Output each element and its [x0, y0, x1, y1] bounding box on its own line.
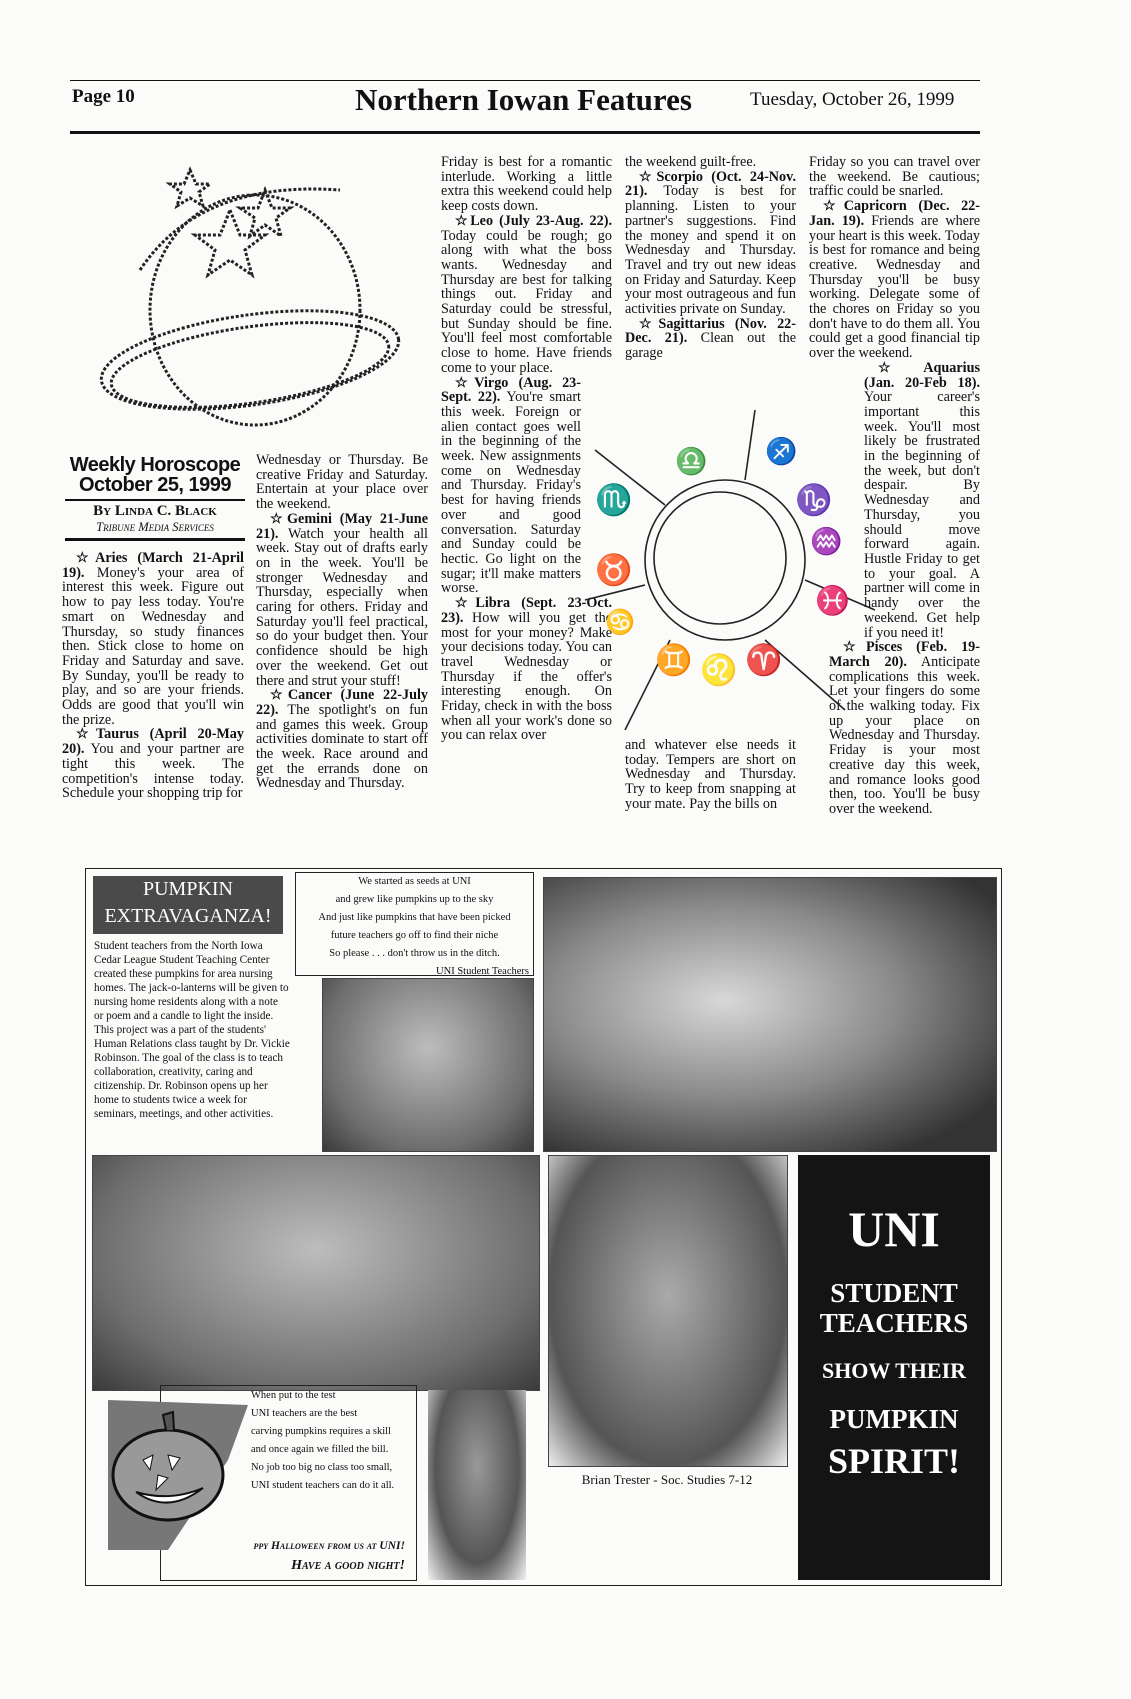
- sign-text: Wednesday or Thursday. Be creative Friday and Saturday. Entertain at your place over the weekend.: [256, 452, 428, 513]
- poem-line: future teachers go off to find their niche: [330, 930, 499, 941]
- poem-line: carving pumpkins requires a skill: [251, 1426, 391, 1437]
- svg-text:♈: ♈: [745, 644, 783, 677]
- sign-text: Money's your area of interest this week. Figure out how to pay less today. You're smart on Wednesday and Thursday, so study finances then. Stick close to home on Friday and Saturday and save. By Sunday, you'll be ready to play, and so are your friends. Odds are good that you'll win the prize.: [62, 564, 244, 728]
- good-night-greeting: Have a good night!: [291, 1558, 405, 1573]
- sign-text: the weekend guilt-free.: [625, 154, 757, 170]
- sign-heading: ☆Pisces (Feb. 19-March 20).: [829, 639, 980, 670]
- sign-text: Your career's important this week. You'll most likely be frustrated in the beginning of the week, but don't despair. By Wednesday and Thursday, you should move forward again. Hustle Friday to get to your goal. A partner will come in handy over the weekend. Get help if you need it!: [864, 389, 980, 641]
- sign-heading: ☆Capricorn (Dec. 22-Jan. 19).: [809, 198, 980, 229]
- sign-heading: ☆Leo (July 23-Aug. 22).: [455, 212, 612, 229]
- page-title: Northern Iowan Features: [355, 82, 692, 117]
- svg-text:♑: ♑: [795, 484, 833, 517]
- svg-text:♐: ♐: [765, 437, 798, 466]
- poem-signature: UNI Student Teachers: [436, 966, 529, 977]
- svg-text:♏: ♏: [595, 484, 633, 517]
- poem-line: and once again we filled the bill.: [251, 1444, 389, 1455]
- zodiac-wheel-illustration: [575, 410, 875, 730]
- group-photo: [92, 1155, 540, 1391]
- sign-heading: ☆Virgo (Aug. 23-Sept. 22).: [441, 374, 581, 406]
- horoscope-entry: [864, 361, 980, 640]
- sign-text: Friday so you can travel over the weekend. Be cautious; traffic could be snarled.: [809, 154, 980, 200]
- sign-heading: ☆Scorpio (Oct. 24-Nov. 21).: [625, 168, 796, 200]
- sign-text: Clean out the garage: [625, 330, 796, 362]
- poem-line: And just like pumpkins that have been picked: [318, 912, 511, 923]
- horoscope-entry: [441, 214, 612, 376]
- banner-line: SPIRIT!: [827, 1441, 961, 1481]
- banner-line: SHOW THEIR: [821, 1358, 967, 1383]
- pumpkin-heading-line: EXTRAVAGANZA!: [104, 905, 272, 927]
- horoscope-entry: [809, 199, 980, 361]
- sign-text: Anticipate complications this week. Let your fingers do some of the walking today. Fix up your place on Wednesday and Thursday. Friday is your most creative day this week, and romance looks good then, too. You'll be busy over the weekend.: [829, 653, 981, 817]
- sign-text: and whatever else needs it today. Tempers are short on Wednesday and Thursday. Try to keep from snapping at your mate. Pay the bills on: [625, 737, 796, 812]
- horoscope-column-4-continued: [625, 738, 796, 812]
- sign-heading: ☆Aries (March 21-April 19).: [62, 550, 244, 581]
- svg-text:♌: ♌: [700, 654, 738, 687]
- pumpkin-heading-line: PUMPKIN: [142, 878, 234, 900]
- banner-line: STUDENT: [830, 1278, 958, 1308]
- horoscope-title: [65, 455, 245, 495]
- teacher-with-pumpkin-photo: [428, 1390, 526, 1580]
- jack-o-lantern-clipart: [108, 1400, 248, 1560]
- svg-text:♓: ♓: [815, 586, 850, 617]
- horoscope-title-line: Weekly Horoscope: [69, 454, 241, 476]
- horoscope-entry: [625, 317, 796, 361]
- horoscope-column-2: [256, 453, 428, 791]
- sign-heading: ☆Gemini (May 21-June 21).: [256, 510, 428, 542]
- sign-text: The spotlight's on fun and games this week. Group activities dominate to start off the week. Race around and get the errands done on Wednesday and Thursday.: [256, 701, 428, 792]
- banner-line: PUMPKIN: [829, 1404, 959, 1434]
- horoscope-entry: [256, 512, 428, 688]
- poem-line: So please . . . don't throw us in the ditch.: [329, 948, 500, 959]
- horoscope-column-1: [62, 551, 244, 801]
- uni-spirit-banner: [798, 1155, 990, 1580]
- poem-line: UNI student teachers can do it all.: [251, 1480, 395, 1491]
- sign-text: How will you get the most for your money? Make your decisions today. You can travel Wednesday or Thursday if the offer's interesting enough. On Friday, check in with the boss when all your work's done so you can relax over: [441, 609, 612, 744]
- halloween-poem: [251, 1387, 421, 1495]
- svg-text:♒: ♒: [810, 527, 843, 556]
- poem-line: UNI teachers are the best: [251, 1408, 358, 1419]
- horoscope-entry: [256, 688, 428, 791]
- sign-text: Watch your health all week. Stay out of drafts early on in the week. You'll be stronger Wednesday and Thursday, especially when caring for others. Friday and Saturday you'll feel practical, so do your budget then. Your confidence should be high over the weekend. Get out there and strut your stuff!: [256, 525, 428, 689]
- sign-heading: ☆Sagittarius (Nov. 22-Dec. 21).: [625, 315, 796, 347]
- horoscope-entry: [441, 376, 581, 597]
- header-top-rule: [70, 80, 980, 81]
- byline-bottom-rule: [65, 538, 245, 541]
- brian-trester-photo: [548, 1155, 788, 1467]
- banner-line: UNI: [848, 1201, 940, 1257]
- jack-o-lantern-photo: [543, 877, 997, 1152]
- svg-text:♋: ♋: [605, 610, 635, 636]
- issue-date: Tuesday, October 26, 1999: [750, 89, 955, 110]
- banner-line: TEACHERS: [819, 1308, 969, 1338]
- svg-text:♎: ♎: [675, 447, 708, 476]
- poem-line: When put to the test: [251, 1390, 336, 1401]
- sign-text: Today could be rough; go along with what the boss wants. Wednesday and Thursday are best for talking things out. Friday and Saturday could be stressful, but Sunday should be fine. You'll feel most comfortable close to home. Have friends come to your place.: [441, 227, 612, 376]
- planet-stars-illustration: [80, 150, 420, 450]
- poem-line: No job too big no class too small,: [251, 1462, 393, 1473]
- byline-rule: [65, 499, 245, 501]
- sign-heading: ☆Taurus (April 20-May 20).: [62, 726, 244, 758]
- sign-text: Today is best for planning. Listen to your partner's suggestions. Find the money and spend it on Wednesday and Thursday. Travel and try out new ideas on Friday and Saturday. Keep your most outrageous and fun activities private on Sunday.: [625, 183, 796, 318]
- sign-heading: ☆Aquarius (Jan. 20-Feb 18).: [864, 359, 980, 391]
- carving-photo: [322, 978, 534, 1152]
- horoscope-column-4: [625, 155, 796, 361]
- photo-caption: Brian Trester - Soc. Studies 7-12: [581, 1472, 753, 1487]
- header-bottom-rule: [70, 131, 980, 134]
- horoscope-entry: [625, 170, 796, 317]
- svg-text:♉: ♉: [595, 554, 633, 587]
- sign-heading: ☆Libra (Sept. 23-Oct. 23).: [441, 595, 612, 626]
- pumpkin-story: Student teachers from the North Iowa Cedar League Student Teaching Center created these pumpkins for area nursing homes. The jack-o-lanterns will be given to nursing home residents along with a note or poem and a candle to light the inside. This project was a part of the students' Human Relations class taught by Dr. Vickie Robinson. The goal of the class is to teach collaboration, creativity, caring and citizenship. Dr. Robinson opens up her home to students twice a week for seminars, meetings, and other activities.: [94, 940, 290, 1120]
- poem-line: and grew like pumpkins up to the sky: [335, 894, 494, 905]
- agency: Tribune Media Services: [96, 520, 214, 534]
- page-number: Page 10: [72, 86, 135, 107]
- sign-text: You and your partner are tight this week. The competition's intense today. Schedule your shopping trip for: [62, 741, 244, 802]
- byline: By Linda C. Black: [93, 503, 217, 519]
- pumpkin-heading: [93, 876, 283, 934]
- seeds-poem-box: [295, 872, 534, 976]
- horoscope-entry: [62, 727, 244, 801]
- svg-text:♊: ♊: [655, 644, 693, 677]
- sign-text: Friday is best for a romantic interlude. Working a little extra this weekend could help keep costs down.: [441, 154, 612, 215]
- sign-text: You're smart this week. Foreign or alien contact goes well in the beginning of the week. New assignments come on Wednesday and Thursday. Friday's best for having friends over and good conversation. Saturday and Sunday could be hectic. Go light on the sugar; it'll make matters worse.: [441, 389, 581, 597]
- horoscope-entry: [62, 551, 244, 727]
- sign-text: Friends are where your heart is this week. Today is best for romance and being creative. Wednesday and Thursday you'll be busy working. Delegate some of the chores on Friday so you don't have to do them all. You could get a good financial tip over the weekend.: [809, 212, 980, 362]
- sign-heading: ☆Cancer (June 22-July 22).: [256, 687, 428, 718]
- poem-line: We started as seeds at UNI: [358, 876, 471, 887]
- halloween-greeting: ppy Halloween from us at UNI!: [253, 1540, 405, 1552]
- horoscope-date-line: October 25, 1999: [78, 474, 232, 496]
